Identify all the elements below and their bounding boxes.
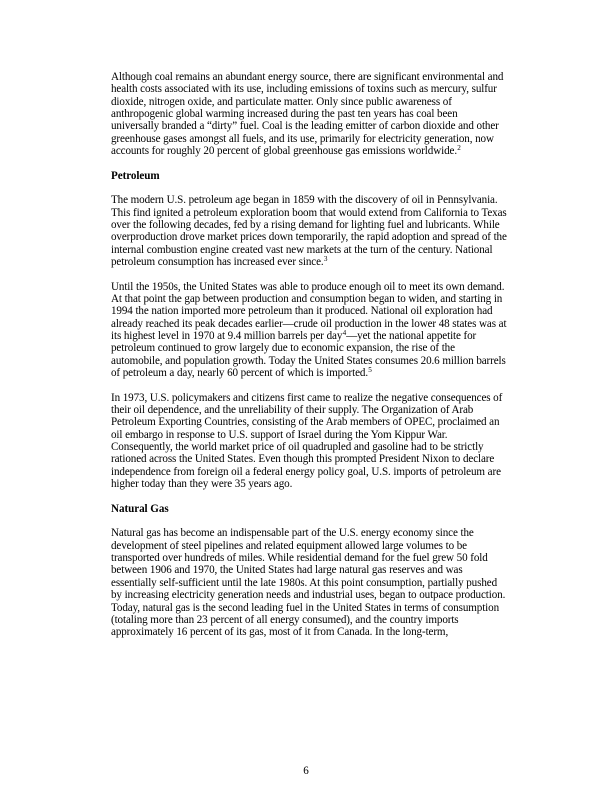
paragraph-production-gap-text-part-2: —yet the national appetite for petroleum continued to grow largely due to economic expansion, the rise of the automobile, and population growth. Today the United States consumes 20.6 million barrels of petroleum a day, nearly 60 percent of which is imported. [111,330,506,380]
heading-petroleum: Petroleum [111,169,160,182]
footnote-marker-3[interactable]: 3 [323,255,328,264]
footnote-marker-5[interactable]: 5 [368,366,372,375]
paragraph-petroleum-history-text: The modern U.S. petroleum age began in 1859 with the discovery of oil in Pennsylvania. This find ignited a petroleum exploration boom that would extend from California to Texas over the following decades, fed by a rising demand for lighting fuel and lubricants. While overproduction drove market prices down temporarily, the rapid adoption and spread of the internal combustion engine created vast new markets at the turn of the century. National petroleum consumption has increased ever since. [111,194,507,269]
paragraph-petroleum-production-gap [111,281,507,380]
paragraph-coal-text: Although coal remains an abundant energy source, there are significant environmental and health costs associated with its use, including emissions of toxins such as mercury, sulfur dioxide, nitrogen oxide, and particulate matter. Only since public awareness of anthropogenic global warming increased during the past ten years has coal been universally branded a “dirty” fuel. Coal is the leading emitter of carbon dioxide and other greenhouse gases amongst all fuels, and its use, primarily for electricity generation, now accounts for roughly 20 percent of global greenhouse gas emissions worldwide. [111,71,504,158]
paragraph-oil-embargo-1973: In 1973, U.S. policymakers and citizens first came to realize the negative consequences of their oil dependence, and the unreliability of their supply. The Organization of Arab Petroleum Exporting Countries, consisting of the Arab members of OPEC, proclaimed an oil embargo in response to U.S. support of Israel during the Yom Kippur War. Consequently, the world market price of oil quadrupled and gasoline had to be strictly rationed across the United States. Even though this prompted President Nixon to declare independence from foreign oil a federal energy policy goal, U.S. imports of petroleum are higher today than they were 35 years ago. [111,391,503,491]
footnote-marker-2[interactable]: 2 [457,144,461,153]
heading-natural-gas: Natural Gas [111,502,169,515]
paragraph-coal [111,71,507,157]
footnote-marker-4[interactable]: 4 [342,329,347,338]
paragraph-natural-gas: Natural gas has become an indispensable part of the U.S. energy economy since the development of steel pipelines and related equipment allowed large volumes to be transported over hundreds of miles. While residential demand for the fuel grew 50 fold between 1906 and 1970, the United States had large natural gas reserves and was essentially self-sufficient until the late 1980s. At this point consumption, partially pushed by increasing electricity generation needs and industrial uses, began to outpace production. Today, natural gas is the second leading fuel in the United States in terms of consumption (totaling more than 23 percent of all energy consumed), and the country imports approximately 16 percent of its gas, most of it from Canada. In the long-term, [111,527,506,639]
paragraph-production-gap-text-part-1: Until the 1950s, the United States was able to produce enough oil to meet its own demand. At that point the gap between production and consumption began to widen, and starting in 1994 the nation imported more petroleum than it produced. National oil exploration had already reached its peak decades earlier—crude oil production in the lower 48 states was at its highest level in 1970 at 9.4 million barrels per day [111,280,507,343]
paragraph-petroleum-history [111,194,507,268]
page-number: 6 [303,765,309,777]
text-column [111,71,507,639]
